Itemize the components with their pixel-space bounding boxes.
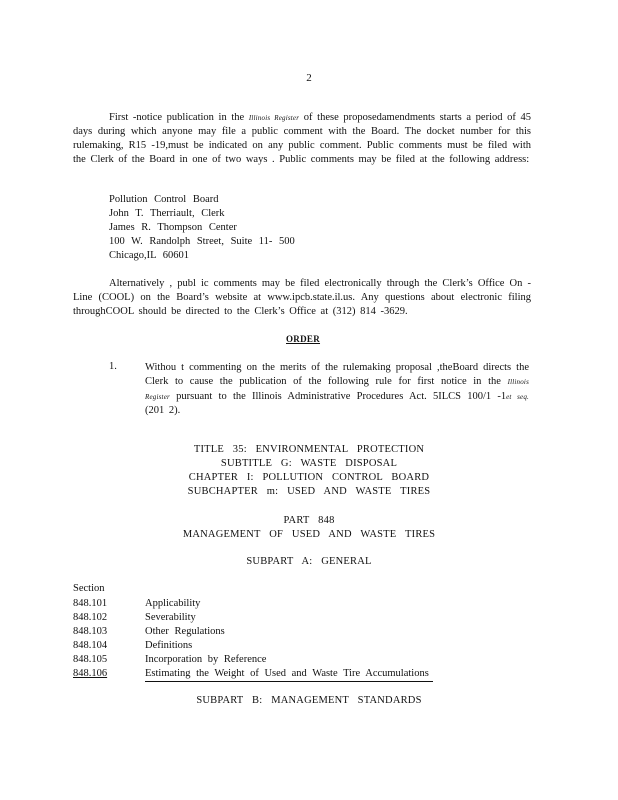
address-line: James R. Thompson Center: [109, 222, 237, 233]
section-title: Severability: [145, 612, 196, 623]
page-number: 2: [306, 72, 312, 84]
address-line: Pollution Control Board: [109, 194, 219, 205]
journal-name: Illinois Register: [248, 114, 300, 122]
item-text: pursuant to the Illinois Administrative Procedures Act. 5ILCS 100/1 -1: [169, 390, 507, 402]
electronic-filing-paragraph: [73, 277, 531, 319]
chapter-heading: CHAPTER I: POLLUTION CONTROL BOARD: [188, 472, 430, 483]
item-text: Withou t commenting on the merits of the rulemaking proposal ,theBoard directs the Clerk to cause the publication of the following rule for first notice in the: [145, 362, 529, 387]
subtitle-heading: SUBTITLE G: WASTE DISPOSAL: [220, 458, 398, 469]
order-item-number: 1.: [109, 361, 117, 372]
journal-name: Illinois Register: [145, 377, 529, 401]
section-title: Definitions: [145, 640, 193, 651]
title-heading: TITLE 35: ENVIRONMENTAL PROTECTION: [193, 444, 425, 455]
first-notice-paragraph: [73, 111, 531, 167]
subchapter-heading: SUBCHAPTER m: USED AND WASTE TIRES: [187, 486, 431, 497]
order-heading: ORDER: [286, 334, 321, 344]
mailing-address: [109, 193, 295, 263]
section-row: [73, 667, 433, 682]
section-number: 848.102: [73, 612, 108, 623]
subpart-a-heading: SUBPART A: GENERAL: [246, 556, 372, 567]
part-number: PART 848: [283, 515, 335, 526]
address-line: 100 W. Randolph Street, Suite 11- 500: [109, 236, 295, 247]
order-item-text: [145, 361, 529, 418]
section-row: [73, 625, 433, 639]
section-row: [73, 597, 433, 611]
section-row: [73, 653, 433, 667]
paragraph-text: Alternatively , publ ic comments may be filed electronically through the Clerk’s Office On -Line (COOL) on the Board’s website at www.ipcb.state.il.us. Any questions about electronic filing throughCOOL should be directed to the Clerk’s Office at (312) 814 -3629.: [73, 278, 531, 317]
section-title: Applicability: [145, 598, 201, 609]
section-number: 848.104: [73, 640, 108, 651]
section-number: 848.106: [73, 668, 108, 679]
section-list: [73, 597, 433, 682]
address-line: Chicago,IL 60601: [109, 250, 190, 261]
section-number: 848.103: [73, 626, 108, 637]
et-seq: et seq.: [506, 392, 529, 401]
paragraph-text: of these proposedamendments starts a period of 45 days during which anyone may file a public comment with the Board. The docket number for this rulemaking, R15 -19,must be indicated on any public comment. Public comments must be filed with the Clerk of the Board in one of two ways . Public comments may be filed at the following address:: [73, 112, 532, 165]
part-title: MANAGEMENT OF USED AND WASTE TIRES: [182, 529, 436, 540]
section-title: Other Regulations: [145, 626, 225, 637]
section-title: Estimating the Weight of Used and Waste Tire Accumulations: [145, 667, 433, 682]
address-line: John T. Therriault, Clerk: [109, 208, 225, 219]
section-label: Section: [73, 583, 105, 594]
subpart-b-heading: SUBPART B: MANAGEMENT STANDARDS: [196, 695, 422, 706]
item-text: (201 2).: [145, 405, 181, 417]
section-title: Incorporation by Reference: [145, 654, 267, 665]
paragraph-text: First -notice publication in the: [109, 112, 245, 123]
section-row: [73, 611, 433, 625]
section-row: [73, 639, 433, 653]
section-number: 848.105: [73, 654, 108, 665]
section-number: 848.101: [73, 598, 108, 609]
